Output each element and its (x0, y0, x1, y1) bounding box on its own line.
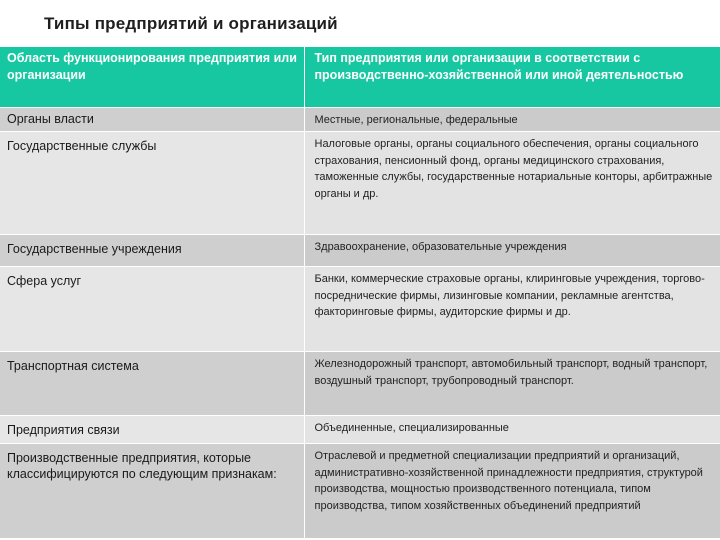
row-area-cell: Транспортная система (0, 352, 304, 416)
table-row (0, 107, 720, 132)
row-types-cell: Здравоохранение, образовательные учреждения (304, 235, 720, 267)
row-types-cell: Объединенные, специализированные (304, 416, 720, 444)
table-header-row (0, 47, 720, 107)
table-row (0, 444, 720, 539)
page-title: Типы предприятий и организаций (44, 14, 338, 33)
row-types-cell: Железнодорожный транспорт, автомобильный транспорт, водный транспорт, воздушный транспорт, трубопроводный транспорт. (304, 352, 720, 416)
column-header-area: Область функционирования предприятия или организации (0, 47, 304, 107)
table-row (0, 235, 720, 267)
row-types-cell: Отраслевой и предметной специализации предприятий и организаций, административно-хозяйственной принадлежности предприятия, структурой производства, мощностью производственного потенциала, типом производства, типом хозяйственных объединений предприятий (304, 444, 720, 539)
table-row (0, 267, 720, 352)
row-area-cell: Органы власти (0, 107, 304, 132)
row-area-cell: Сфера услуг (0, 267, 304, 352)
table-row (0, 352, 720, 416)
row-area-cell: Государственные службы (0, 132, 304, 235)
column-header-type: Тип предприятия или организации в соответствии с производственно-хозяйственной или иной деятельностью (304, 47, 720, 107)
table-row (0, 132, 720, 235)
row-area-cell: Производственные предприятия, которые классифицируются по следующим признакам: (0, 444, 304, 539)
row-types-cell: Банки, коммерческие страховые органы, клиринговые учреждения, торгово-посреднические фирмы, лизинговые компании, рекламные агентства, факторинговые фирмы, аудиторские фирмы и др. (304, 267, 720, 352)
row-area-cell: Государственные учреждения (0, 235, 304, 267)
enterprise-types-table (0, 47, 720, 539)
row-types-cell: Местные, региональные, федеральные (304, 107, 720, 132)
row-types-cell: Налоговые органы, органы социального обеспечения, органы социального страхования, пенсионный фонд, органы медицинского страхования, таможенные службы, государственные нотариальные конторы, арбитражные органы и др. (304, 132, 720, 235)
table-row (0, 416, 720, 444)
row-area-cell: Предприятия связи (0, 416, 304, 444)
